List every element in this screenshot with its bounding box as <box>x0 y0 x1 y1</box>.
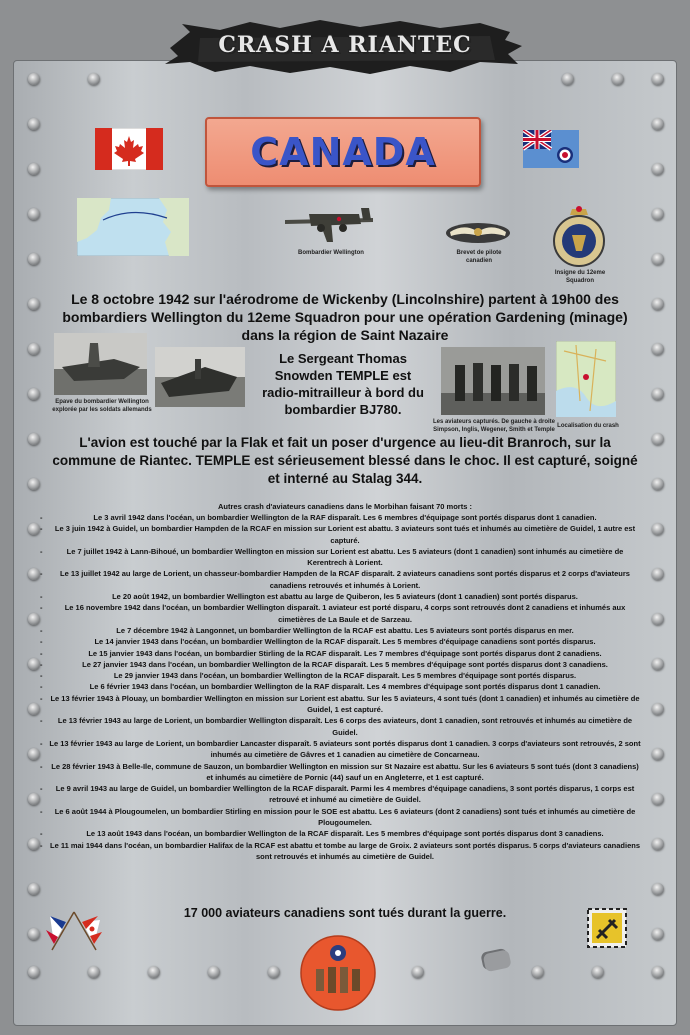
crash-list-item: - Le 11 mai 1944 dans l'océan, un bombardier Halifax de la RCAF est abattu et tombe au large de Groix. 2 aviateurs sont portés disparus. 5 corps d'aviateurs canadiens sont retrouvés et inhumés au cimetière de Guidel. <box>40 840 650 863</box>
country-box <box>205 117 481 187</box>
plane-caption: Bombardier Wellington <box>298 250 364 256</box>
crash-list-item: - Le 15 janvier 1943 dans l'océan, un bombardier Stirling de la RCAF disparaît. Les 7 membres d'équipage sont portés disparus dont 2 canadiens. <box>40 648 650 659</box>
sergeant-text: Le Sergeant Thomas Snowden TEMPLE est radio-mitrailleur à bord du bombardier BJ780. <box>262 351 424 417</box>
canada-flag-icon <box>95 128 163 170</box>
crash-list-item: - Le 13 juillet 1942 au large de Lorient, un chasseur-bombardier Hampden de la RCAF disparaît. 2 aviateurs canadiens sont portés disparus et 2 corps d'aviateurs canadiens retrouvés et inhumés à Lorient. <box>40 568 650 591</box>
others-title: Autres crash d'aviateurs canadiens dans le Morbihan faisant 70 morts : <box>218 502 472 511</box>
captured-caption: Les aviateurs capturés. De gauche à droite Simpson, Inglis, Wegener, Smith et Temple <box>432 419 556 433</box>
crash-list-item: - Le 13 août 1943 dans l'océan, un bombardier Wellington de la RCAF disparaît. Les 5 membres d'équipage sont portés disparus dont 3 canadiens. <box>40 828 650 839</box>
crash-warning-sign-icon <box>587 908 627 948</box>
crash-list-item: - Le 20 août 1942, un bombardier Wellington est abattu au large de Quiberon, les 5 aviateurs (dont 1 canadien) sont portés disparus. <box>40 591 650 602</box>
crash-text: L'avion est touché par la Flak et fait un poser d'urgence au lieu-dit Branroch, sur la commune de Riantec. TEMPLE est sérieusement blessé dans le choc. Il est capturé, soigné et interné au Stalag 344. <box>52 435 638 486</box>
crash-list-item: - Le 13 février 1943 au large de Lorient, un bombardier Lancaster disparaît. 5 aviateurs sont portés disparus dont 1 canadien. 3 corps d'aviateurs sont retrouvés, 2 sont inhumés au cimetière de Gâvres et 1 canadien au cimetière de Concarneau. <box>40 738 650 761</box>
crash-list-item: - Le 6 février 1943 dans l'océan, un bombardier Wellington de la RAF disparaît. Les 4 membres d'équipage sont portés disparus dont 1 canadien. <box>40 681 650 692</box>
wellington-bomber-image <box>281 198 377 246</box>
crash-location-map <box>556 341 616 417</box>
localisation-caption: Localisation du crash <box>557 423 619 429</box>
captured-airmen-photo <box>441 347 545 415</box>
crash-list-item: - Le 16 novembre 1942 dans l'océan, un bombardier Wellington disparaît. 1 aviateur est porté disparu, 4 corps sont retrouvés dont 2 canadiens et inhumés aux cimetières de La Baule et de Sarzeau. <box>40 602 650 625</box>
crash-list-item: - Le 3 juin 1942 à Guidel, un bombardier Hampden de la RCAF en mission sur Lorient est abattu. 3 aviateurs sont tués et inhumés au cimetière de Guidel, 1 autre est capturé. <box>40 523 650 546</box>
crash-list-item: - Le 29 janvier 1943 dans l'océan, un bombardier Wellington de la RCAF disparaît. Les 5 membres d'équipage sont portés disparus. <box>40 670 650 681</box>
epave-caption: Epave du bombardier Wellington explorée par les soldats allemands <box>52 399 152 413</box>
title-banner <box>160 18 530 78</box>
airmen-memorial-medallion-icon <box>300 935 376 1011</box>
intro-text: Le 8 octobre 1942 sur l'aérodrome de Wickenby (Lincolnshire) partent à 19h00 des bombardiers Wellington du 12eme Squadron pour une opération Gardening (minage) dans la région de Saint Nazaire <box>62 291 628 344</box>
crash-list-item: - Le 9 avril 1943 au large de Guidel, un bombardier Wellington de la RCAF disparaît. Parmi les 4 membres d'équipage canadiens, 3 sont portés disparus, 1 corps est retrouvé et inhumé au cimetière de Guidel. <box>40 783 650 806</box>
wreck-photo-1 <box>54 333 147 395</box>
pilot-wings-badge-icon <box>445 220 511 244</box>
squadron-insignia-icon <box>552 203 606 267</box>
crash-list-item: - Le 13 février 1943 à Plouay, un bombardier Wellington en mission sur Lorient est abattu. Sur les 5 aviateurs, 4 sont tués (dont 1 canadien) et inhumés au cimetière de Guidel, 1 est capturé. <box>40 693 650 716</box>
crash-list-item: - Le 7 juillet 1942 à Lann-Bihoué, un bombardier Wellington en mission sur Lorient est abattu. Les 5 aviateurs (dont 1 canadien) sont inhumés au cimetière de Kerentrech à Lorient. <box>40 546 650 569</box>
wreck-photo-2 <box>155 347 245 407</box>
country-title: CANADA <box>250 130 436 174</box>
crash-list-item: - Le 6 août 1944 à Plougoumelen, un bombardier Stirling en mission pour le SOE est abattu. Les 6 aviateurs (dont 2 canadiens) sont tués et inhumés au cimetière de Plougoumelen. <box>40 806 650 829</box>
crash-list-item: - Le 7 décembre 1942 à Langonnet, un bombardier Wellington de la RCAF est abattu. Les 5 aviateurs sont portés disparus en mer. <box>40 625 650 636</box>
crash-list-item: - Le 28 février 1943 à Belle-Ile, commune de Sauzon, un bombardier Wellington en mission sur St Nazaire est abattu. Sur les 6 aviateurs 5 sont tués (dont 3 canadiens) et inhumés au cimetière de Pornic (44) sauf un en Angleterre, et 1 est capturé. <box>40 761 650 784</box>
brevet-caption: Brevet de pilote canadien <box>456 250 502 264</box>
insigne-caption: Insigne du 12eme Squadron <box>554 270 606 284</box>
conclusion-text: 17 000 aviateurs canadiens sont tués durant la guerre. <box>183 906 507 920</box>
crash-list-item: - Le 14 janvier 1943 dans l'océan, un bombardier Wellington de la RCAF disparaît. Les 5 membres d'équipage canadiens sont portés disparus. <box>40 636 650 647</box>
atlantic-map-image <box>77 198 189 256</box>
crash-list-item: - Le 27 janvier 1943 dans l'océan, un bombardier Wellington de la RCAF disparaît. Les 5 membres d'équipage sont portés disparus dont 3 canadiens. <box>40 659 650 670</box>
raf-ensign-icon <box>523 130 579 168</box>
others-list <box>40 512 650 862</box>
crash-list-item: - Le 3 avril 1942 dans l'océan, un bombardier Wellington de la RAF disparaît. Les 6 membres d'équipage sont portés disparus dont 1 canadien. <box>40 512 650 523</box>
banner-title: CRASH A RIANTEC <box>218 32 472 58</box>
crash-list-item: - Le 13 février 1943 au large de Lorient, un bombardier Wellington disparaît. Les 6 corps des aviateurs, dont 1 canadien, sont retrouvés et inhumés au cimetière de Guidel. <box>40 715 650 738</box>
dog-tag-icon <box>480 946 512 974</box>
